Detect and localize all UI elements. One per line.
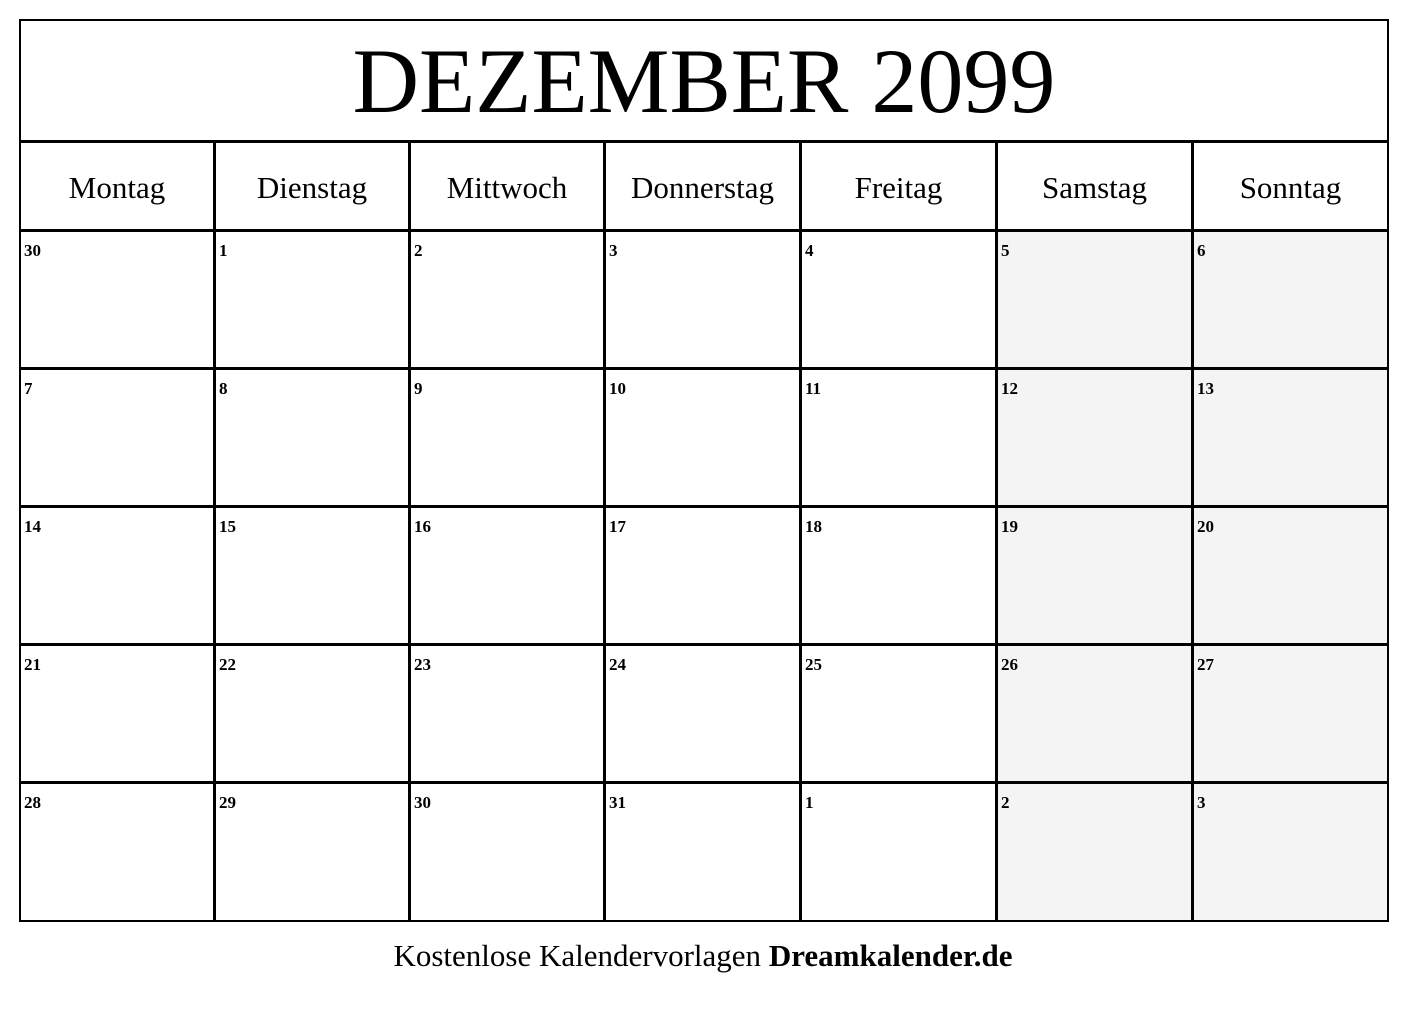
footer-brand: Dreamkalender.de bbox=[768, 938, 1013, 973]
day-cell bbox=[21, 232, 216, 370]
weekday-label: Montag bbox=[68, 170, 166, 205]
title-row bbox=[21, 21, 1387, 142]
day-number: 27 bbox=[1197, 655, 1214, 674]
weekday-header-freitag bbox=[802, 142, 998, 232]
day-number: 23 bbox=[414, 655, 431, 674]
day-number: 30 bbox=[414, 793, 431, 812]
day-cell bbox=[216, 784, 411, 920]
day-number: 14 bbox=[24, 517, 41, 536]
day-number: 24 bbox=[609, 655, 626, 674]
day-cell bbox=[21, 508, 216, 646]
weekday-label: Mittwoch bbox=[446, 170, 568, 205]
weekday-header-dienstag bbox=[216, 142, 411, 232]
day-number: 30 bbox=[24, 241, 41, 260]
day-number: 26 bbox=[1001, 655, 1018, 674]
day-cell bbox=[216, 508, 411, 646]
day-number: 2 bbox=[414, 241, 423, 260]
day-number: 16 bbox=[414, 517, 431, 536]
day-number: 6 bbox=[1197, 241, 1206, 260]
day-number: 7 bbox=[24, 379, 33, 398]
day-cell bbox=[998, 508, 1194, 646]
day-number: 25 bbox=[805, 655, 822, 674]
day-cell bbox=[998, 784, 1194, 920]
day-cell bbox=[216, 370, 411, 508]
day-cell bbox=[802, 784, 998, 920]
day-cell bbox=[998, 646, 1194, 784]
day-number: 1 bbox=[219, 241, 228, 260]
day-number: 29 bbox=[219, 793, 236, 812]
day-number: 2 bbox=[1001, 793, 1010, 812]
day-number: 9 bbox=[414, 379, 423, 398]
weekday-label: Sonntag bbox=[1239, 170, 1342, 205]
day-cell bbox=[1194, 646, 1387, 784]
day-cell bbox=[216, 646, 411, 784]
day-cell bbox=[21, 370, 216, 508]
day-cell bbox=[1194, 784, 1387, 920]
weekday-header-montag bbox=[21, 142, 216, 232]
calendar bbox=[19, 19, 1389, 922]
weekday-header-sonntag bbox=[1194, 142, 1387, 232]
day-number: 10 bbox=[609, 379, 626, 398]
day-number: 4 bbox=[805, 241, 814, 260]
day-number: 22 bbox=[219, 655, 236, 674]
day-number: 15 bbox=[219, 517, 236, 536]
day-cell bbox=[21, 646, 216, 784]
day-cell bbox=[606, 370, 802, 508]
day-number: 21 bbox=[24, 655, 41, 674]
day-cell bbox=[1194, 232, 1387, 370]
weekday-label: Freitag bbox=[854, 170, 943, 205]
day-number: 5 bbox=[1001, 241, 1010, 260]
day-cell bbox=[802, 370, 998, 508]
day-number: 28 bbox=[24, 793, 41, 812]
day-cell bbox=[411, 784, 606, 920]
day-cell bbox=[802, 232, 998, 370]
day-number: 18 bbox=[805, 517, 822, 536]
weekday-header-mittwoch bbox=[411, 142, 606, 232]
day-number: 12 bbox=[1001, 379, 1018, 398]
month-title: DEZEMBER 2099 bbox=[352, 29, 1056, 132]
day-cell bbox=[411, 646, 606, 784]
day-cell bbox=[606, 646, 802, 784]
day-cell bbox=[802, 646, 998, 784]
day-number: 20 bbox=[1197, 517, 1214, 536]
day-number: 3 bbox=[609, 241, 618, 260]
day-cell bbox=[21, 784, 216, 920]
footer bbox=[0, 938, 1406, 974]
day-cell bbox=[998, 370, 1194, 508]
footer-text: Kostenlose Kalendervorlagen bbox=[393, 938, 762, 973]
day-cell bbox=[411, 232, 606, 370]
day-number: 11 bbox=[805, 379, 822, 398]
weekday-header-samstag bbox=[998, 142, 1194, 232]
day-number: 19 bbox=[1001, 517, 1018, 536]
day-cell bbox=[411, 370, 606, 508]
day-number: 17 bbox=[609, 517, 626, 536]
day-number: 31 bbox=[609, 793, 626, 812]
weekday-label: Donnerstag bbox=[631, 170, 774, 205]
calendar-grid bbox=[21, 142, 1387, 920]
day-number: 8 bbox=[219, 379, 228, 398]
weekday-header-donnerstag bbox=[606, 142, 802, 232]
day-cell bbox=[411, 508, 606, 646]
day-cell bbox=[998, 232, 1194, 370]
day-cell bbox=[606, 784, 802, 920]
day-cell bbox=[216, 232, 411, 370]
day-cell bbox=[606, 232, 802, 370]
day-cell bbox=[802, 508, 998, 646]
day-number: 13 bbox=[1197, 379, 1214, 398]
weekday-label: Dienstag bbox=[256, 170, 368, 205]
day-cell bbox=[1194, 508, 1387, 646]
day-cell bbox=[1194, 370, 1387, 508]
day-cell bbox=[606, 508, 802, 646]
day-number: 3 bbox=[1197, 793, 1206, 812]
day-number: 1 bbox=[805, 793, 814, 812]
weekday-label: Samstag bbox=[1041, 170, 1148, 205]
